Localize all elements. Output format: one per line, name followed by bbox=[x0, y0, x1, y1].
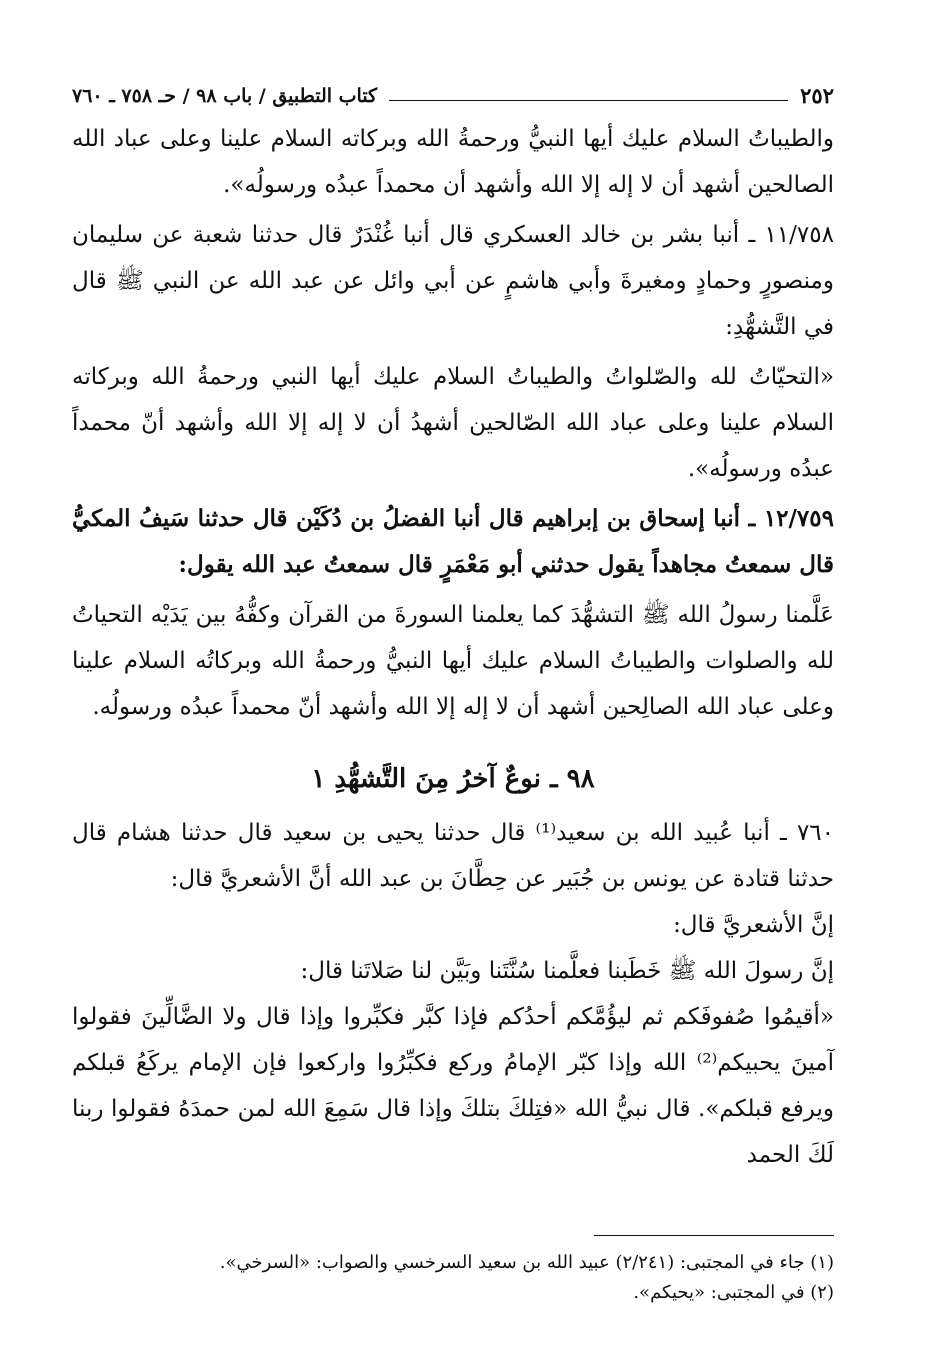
hadith-758: ١١/٧٥٨ ـ أنبا بشر بن خالد العسكري قال أنبا غُنْدَرٌ قال حدثنا شعبة عن سليمان ومنصورٍ وحمادٍ ومغيرةَ وأبي هاشمٍ عن أبي وائل عن عبد الله عن النبي ﷺ قال في التَّشهُّدِ: bbox=[72, 222, 834, 340]
footnote-2: (٢) في المجتبى: «يحيكم». bbox=[633, 1282, 834, 1303]
hadith-759-text: عَلَّمنا رسولُ الله ﷺ التشهُّدَ كما يعلمنا السورةَ من القرآن وكفُّهُ بين يَدَيْه التحياتُ لله والصلوات والطيباتُ السلام عليك أيها النبيُّ ورحمةُ الله وبركاتُه السلام علينا وعلى عباد الله الصالِحين أشهد أن لا إله إلا الله وأشهد أنّ محمداً عبدُه ورسولُه. bbox=[72, 602, 834, 720]
paragraph-1: والطيباتُ السلام عليك أيها النبيُّ ورحمةُ الله وبركاته السلام علينا وعلى عباد الله الصالحين أشهد أن لا إله إلا الله وأشهد أن محمداً عبدُه ورسولُه». bbox=[72, 126, 834, 198]
hadith-760-line-1: إنَّ الأشعريَّ قال: bbox=[673, 912, 834, 938]
section-title: ٩٨ ـ نوعٌ آخرُ مِنَ التَّشهُّدِ ١ bbox=[311, 764, 595, 794]
hadith-760: ٧٦٠ ـ أنبا عُبيد الله بن سعيد⁽¹⁾ قال حدثنا يحيى بن سعيد قال حدثنا هشام قال حدثنا قتادة عن يونس بن جُبَير عن حِطَّانَ بن عبد الله أنَّ الأشعريَّ قال: bbox=[72, 820, 834, 892]
book-page bbox=[72, 78, 834, 1318]
page-number: ٢٥٢ bbox=[800, 83, 834, 108]
hadith-760-line-2: إنَّ رسولَ الله ﷺ خَطَبنا فعلَّمنا سُنَّتَنا وبَيَّن لنا صَلاتَنا قال: bbox=[300, 958, 834, 984]
footnotes bbox=[72, 1248, 834, 1308]
hadith-760-text: «أقيمُوا صُفوفَكم ثم ليؤُمَّكم أحدُكم فإذا كبَّر فكبِّروا وإذا قال ولا الضَّالِّينَ فقولوا آمينَ يحبيكم⁽²⁾ الله وإذا كبّر الإمامُ وركع فكبِّرُوا واركعوا فإن الإمام يركَعُ قبلكم ويرفع قبلكم». قال نبيُّ الله «فتِلكَ بتلكَ وإذا قال سَمِعَ الله لمن حمدَهُ فقولوا ربنا لَكَ الحمد bbox=[72, 1004, 834, 1168]
page-body bbox=[72, 116, 834, 1178]
hadith-759: ١٢/٧٥٩ ـ أنبا إسحاق بن إبراهيم قال أنبا الفضلُ بن دُكَيْن قال حدثنا سَيفُ المكيُّ قال سمعتُ مجاهداً يقول حدثني أبو مَعْمَرٍ قال سمعتُ عبد الله يقول: bbox=[72, 505, 834, 578]
hadith-758-text: «التحيّاتُ لله والصّلواتُ والطيباتُ السلام عليك أيها النبي ورحمةُ الله وبركاته السلام علينا وعلى عباد الله الصّالحين أشهدُ أن لا إله إلا الله وأشهد أنّ محمداً عبدُه ورسولُه». bbox=[72, 364, 834, 482]
header-rule bbox=[389, 100, 788, 101]
running-title: كتاب التطبيق / باب ٩٨ / حـ ٧٥٨ ـ ٧٦٠ bbox=[72, 85, 378, 107]
footnote-1: (١) جاء في المجتبى: (٢/٢٤١) عبيد الله بن سعيد السرخسي والصواب: «السرخي». bbox=[219, 1252, 834, 1273]
footnote-rule bbox=[594, 1235, 834, 1236]
page-header bbox=[72, 78, 834, 114]
